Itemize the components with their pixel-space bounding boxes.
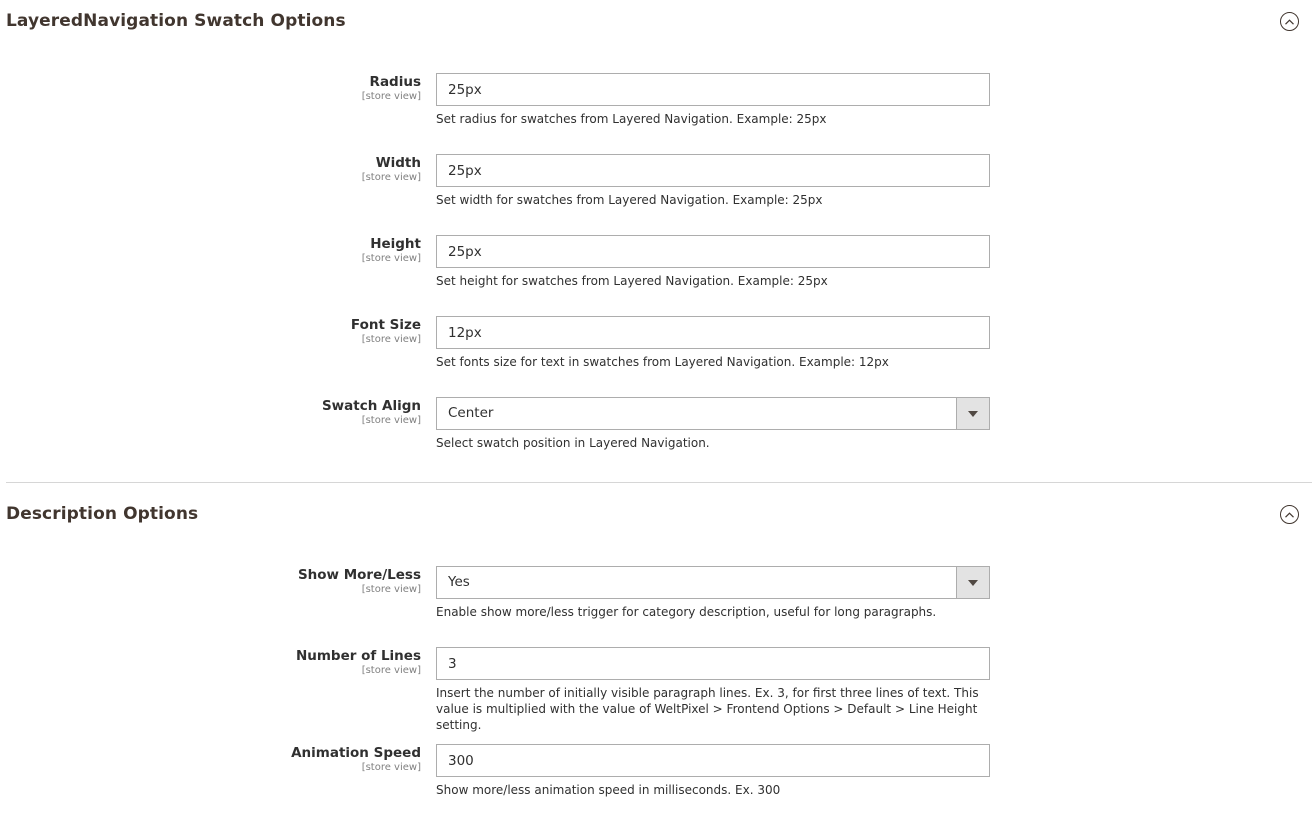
field-label: Animation Speed xyxy=(291,745,421,761)
field-note: Set width for swatches from Layered Navigation. Example: 25px xyxy=(436,193,823,207)
radius-input[interactable] xyxy=(436,73,990,106)
width-input[interactable] xyxy=(436,154,990,187)
field-label: Font Size xyxy=(350,317,421,333)
height-label-group xyxy=(0,236,421,265)
scope-label: [store view] xyxy=(361,415,421,426)
number-of-lines-input[interactable] xyxy=(436,647,990,680)
field-label: Radius xyxy=(369,74,421,90)
number-of-lines-label-group xyxy=(0,648,421,677)
select-value: Yes xyxy=(448,574,470,590)
field-label: Height xyxy=(370,236,421,252)
dropdown-button[interactable] xyxy=(956,567,989,598)
field-label: Show More/Less xyxy=(297,567,421,583)
field-note: Select swatch position in Layered Navigation. xyxy=(436,436,710,450)
section-title: LayeredNavigation Swatch Options xyxy=(6,11,346,31)
field-label: Number of Lines xyxy=(295,648,421,664)
select-value: Center xyxy=(448,405,494,421)
chevron-down-icon xyxy=(968,580,978,586)
scope-label: [store view] xyxy=(361,253,421,264)
description-section-header[interactable] xyxy=(6,504,1314,534)
dropdown-button[interactable] xyxy=(956,398,989,429)
scope-label: [store view] xyxy=(361,91,421,102)
field-note: Set height for swatches from Layered Navigation. Example: 25px xyxy=(436,274,828,288)
collapse-up-icon[interactable] xyxy=(1280,505,1299,524)
scope-label: [store view] xyxy=(361,665,421,676)
height-input[interactable] xyxy=(436,235,990,268)
field-label: Width xyxy=(375,155,421,171)
scope-label: [store view] xyxy=(361,172,421,183)
section-title: Description Options xyxy=(6,504,199,524)
show-more-less-label-group xyxy=(0,567,421,596)
animation-speed-input[interactable] xyxy=(436,744,990,777)
collapse-up-icon[interactable] xyxy=(1280,12,1299,31)
chevron-down-icon xyxy=(968,411,978,417)
swatch-align-select[interactable] xyxy=(436,397,990,430)
swatch-align-label-group xyxy=(0,398,421,427)
radius-label-group xyxy=(0,74,421,103)
font-size-label-group xyxy=(0,317,421,346)
show-more-less-select[interactable] xyxy=(436,566,990,599)
field-note: Enable show more/less trigger for category description, useful for long paragraphs. xyxy=(436,605,937,619)
field-note: Set fonts size for text in swatches from Layered Navigation. Example: 12px xyxy=(436,355,889,369)
scope-label: [store view] xyxy=(361,334,421,345)
width-label-group xyxy=(0,155,421,184)
animation-speed-label-group xyxy=(0,745,421,774)
section-divider xyxy=(6,482,1312,483)
field-note: Insert the number of initially visible paragraph lines. Ex. 3, for first three lines of text. This value is multiplied with the value of WeltPixel > Frontend Options > Default > Line Height setting. xyxy=(436,686,979,732)
field-note: Set radius for swatches from Layered Navigation. Example: 25px xyxy=(436,112,827,126)
swatch-section-header[interactable] xyxy=(6,11,1314,41)
field-label: Swatch Align xyxy=(321,398,421,414)
font-size-input[interactable] xyxy=(436,316,990,349)
scope-label: [store view] xyxy=(361,584,421,595)
scope-label: [store view] xyxy=(361,762,421,773)
field-note: Show more/less animation speed in milliseconds. Ex. 300 xyxy=(436,783,781,797)
